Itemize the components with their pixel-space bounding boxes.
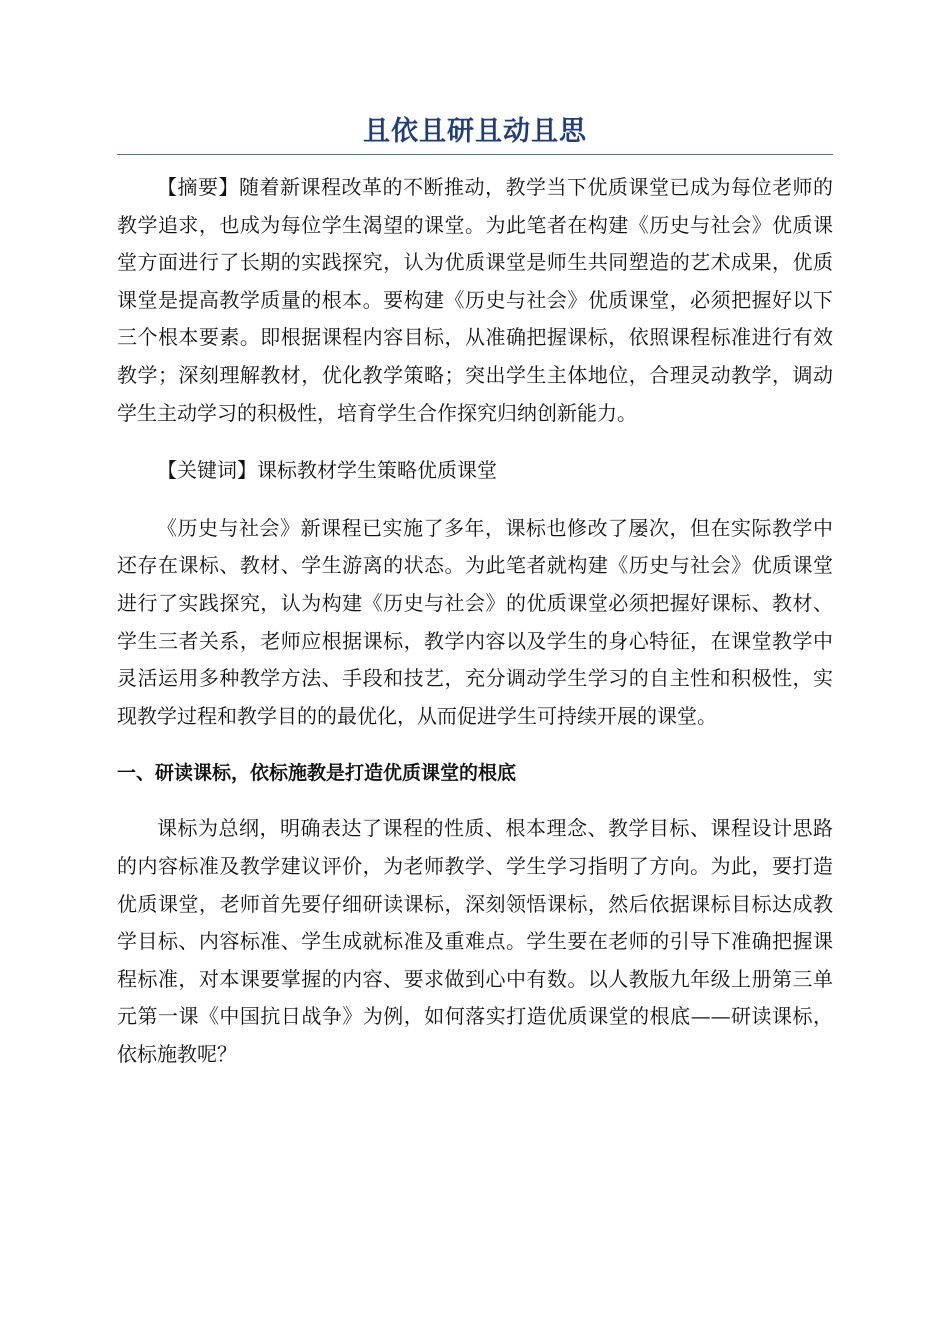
section-1-heading: 一、研读课标，依标施教是打造优质课堂的根底 xyxy=(117,762,517,785)
abstract-paragraph: 【摘要】随着新课程改革的不断推动，教学当下优质课堂已成为每位老师的教学追求，也成为每位学生渴望的课堂。为此笔者在构建《历史与社会》优质课堂方面进行了长期的实践探究，认为优质课堂是师生共同塑造的艺术成果，优质课堂是提高教学质量的根本。要构建《历史与社会》优质课堂，必须把握好以下三个根本要素。即根据课程内容目标，从准确把握课标，依照课程标准进行有效教学；深刻理解教材，优化教学策略；突出学生主体地位，合理灵动教学，调动学生主动学习的积极性，培育学生合作探究归纳创新能力。 xyxy=(117,175,833,425)
document-page xyxy=(117,112,833,1093)
document-title: 且依且研且动且思 xyxy=(363,116,587,147)
title-underline xyxy=(117,154,833,155)
intro-paragraph: 《历史与社会》新课程已实施了多年，课标也修改了屡次，但在实际教学中还存在课标、教材、学生游离的状态。为此笔者就构建《历史与社会》优质课堂进行了实践探究，认为构建《历史与社会》的优质课堂必须把握好课标、教材、学生三者关系，老师应根据课标，教学内容以及学生的身心特征，在课堂教学中灵活运用多种教学方法、手段和技艺，充分调动学生学习的自主性和积极性，实现教学过程和教学目的的最优化，从而促进学生可持续开展的课堂。 xyxy=(117,515,833,728)
section-1-paragraph: 课标为总纲，明确表达了课程的性质、根本理念、教学目标、课程设计思路的内容标准及教学建议评价，为老师教学、学生学习指明了方向。为此，要打造优质课堂，老师首先要仔细研读课标，深刻领悟课标，然后依据课标目标达成教学目标、内容标准、学生成就标准及重难点。学生要在老师的引导下准确把握课程标准，对本课要掌握的内容、要求做到心中有数。以人教版九年级上册第三单元第一课《中国抗日战争》为例，如何落实打造优质课堂的根底——研读课标，依标施教呢？ xyxy=(117,816,833,1066)
keywords-paragraph: 【关键词】课标教材学生策略优质课堂 xyxy=(157,458,497,483)
